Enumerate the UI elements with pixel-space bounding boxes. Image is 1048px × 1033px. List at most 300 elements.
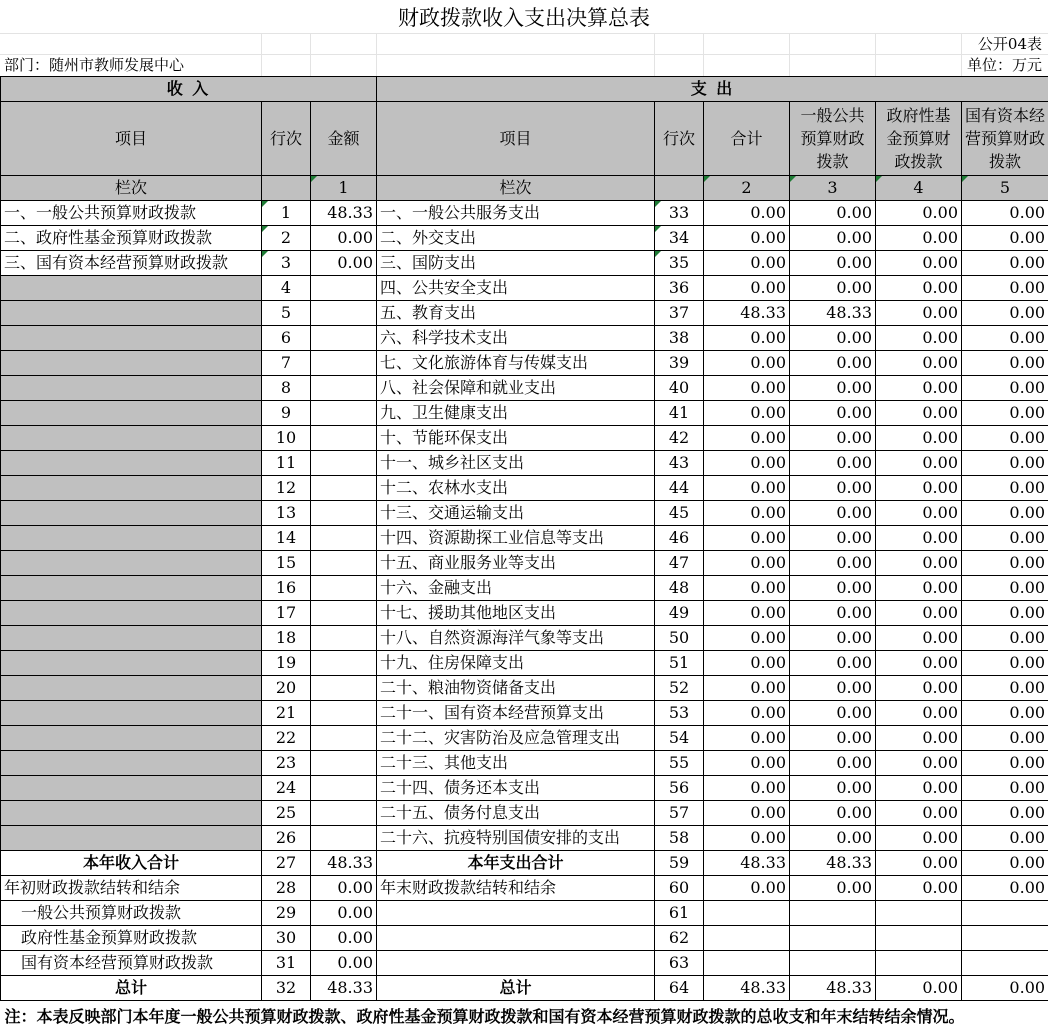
income-amount: 0.00 bbox=[311, 926, 377, 951]
sheet-gridline bbox=[961, 33, 962, 76]
income-line-no: 6 bbox=[262, 326, 311, 351]
expense-total: 0.00 bbox=[704, 651, 790, 676]
income-amount bbox=[311, 601, 377, 626]
expense-state: 0.00 bbox=[962, 326, 1048, 351]
expense-line-no: 63 bbox=[655, 951, 704, 976]
income-amount bbox=[311, 426, 377, 451]
expense-fund bbox=[876, 901, 962, 926]
income-line-no: 29 bbox=[262, 901, 311, 926]
income-amount: 48.33 bbox=[311, 976, 377, 1001]
expense-fund: 0.00 bbox=[876, 876, 962, 901]
expense-total: 0.00 bbox=[704, 701, 790, 726]
expense-fund: 0.00 bbox=[876, 276, 962, 301]
income-amount bbox=[311, 801, 377, 826]
expense-line-no: 54 bbox=[655, 726, 704, 751]
expense-col-label: 栏次 bbox=[377, 176, 655, 201]
expense-state: 0.00 bbox=[962, 601, 1048, 626]
unit-label: 单位：万元 bbox=[967, 55, 1042, 75]
table-row bbox=[1, 276, 1048, 301]
expense-total: 0.00 bbox=[704, 426, 790, 451]
income-item bbox=[1, 401, 262, 426]
expense-fund: 0.00 bbox=[876, 576, 962, 601]
expense-total: 0.00 bbox=[704, 551, 790, 576]
expense-state: 0.00 bbox=[962, 726, 1048, 751]
expense-fund: 0.00 bbox=[876, 676, 962, 701]
col-number: 1 bbox=[311, 176, 377, 201]
income-item-header: 项目 bbox=[1, 102, 262, 176]
expense-general: 0.00 bbox=[790, 426, 876, 451]
sheet-gridline bbox=[310, 33, 311, 76]
expense-item: 十二、农林水支出 bbox=[377, 476, 655, 501]
expense-total: 48.33 bbox=[704, 851, 790, 876]
expense-fund: 0.00 bbox=[876, 351, 962, 376]
expense-item: 二十一、国有资本经营预算支出 bbox=[377, 701, 655, 726]
expense-fund: 0.00 bbox=[876, 701, 962, 726]
expense-fund: 0.00 bbox=[876, 751, 962, 776]
sheet-gridline bbox=[654, 33, 655, 76]
income-item: 一、一般公共预算财政拨款 bbox=[1, 201, 262, 226]
expense-state: 0.00 bbox=[962, 426, 1048, 451]
expense-state: 0.00 bbox=[962, 276, 1048, 301]
expense-state: 0.00 bbox=[962, 976, 1048, 1001]
column-number-row bbox=[1, 176, 1048, 201]
expense-item: 五、教育支出 bbox=[377, 301, 655, 326]
expense-line-no: 49 bbox=[655, 601, 704, 626]
expense-general: 0.00 bbox=[790, 501, 876, 526]
expense-state: 0.00 bbox=[962, 376, 1048, 401]
income-amount: 0.00 bbox=[311, 226, 377, 251]
income-col-label: 栏次 bbox=[1, 176, 262, 201]
income-amount: 0.00 bbox=[311, 901, 377, 926]
income-line-no: 3 bbox=[262, 251, 311, 276]
expense-item: 四、公共安全支出 bbox=[377, 276, 655, 301]
income-amount bbox=[311, 376, 377, 401]
expense-item: 二十二、灾害防治及应急管理支出 bbox=[377, 726, 655, 751]
expense-general: 0.00 bbox=[790, 451, 876, 476]
income-item bbox=[1, 801, 262, 826]
expense-item: 总计 bbox=[377, 976, 655, 1001]
expense-line-col-number bbox=[655, 176, 704, 201]
expense-state: 0.00 bbox=[962, 876, 1048, 901]
table-row bbox=[1, 201, 1048, 226]
expense-general: 0.00 bbox=[790, 401, 876, 426]
expense-fund: 0.00 bbox=[876, 626, 962, 651]
expense-general: 48.33 bbox=[790, 976, 876, 1001]
income-amount bbox=[311, 326, 377, 351]
income-item bbox=[1, 726, 262, 751]
expense-line-no: 40 bbox=[655, 376, 704, 401]
expense-line-no: 50 bbox=[655, 626, 704, 651]
income-item bbox=[1, 576, 262, 601]
income-amount bbox=[311, 676, 377, 701]
expense-line-no: 38 bbox=[655, 326, 704, 351]
expense-state: 0.00 bbox=[962, 651, 1048, 676]
expense-total: 0.00 bbox=[704, 351, 790, 376]
expense-line-no: 51 bbox=[655, 651, 704, 676]
expense-total: 0.00 bbox=[704, 476, 790, 501]
income-line-no: 31 bbox=[262, 951, 311, 976]
table-row bbox=[1, 251, 1048, 276]
expense-fund: 0.00 bbox=[876, 326, 962, 351]
expense-state: 0.00 bbox=[962, 801, 1048, 826]
income-item bbox=[1, 351, 262, 376]
expense-general: 48.33 bbox=[790, 301, 876, 326]
income-line-no: 12 bbox=[262, 476, 311, 501]
expense-state: 0.00 bbox=[962, 301, 1048, 326]
income-item bbox=[1, 276, 262, 301]
expense-line-no: 42 bbox=[655, 426, 704, 451]
expense-state: 0.00 bbox=[962, 451, 1048, 476]
income-item: 总计 bbox=[1, 976, 262, 1001]
expense-total: 0.00 bbox=[704, 226, 790, 251]
col-number: 2 bbox=[704, 176, 790, 201]
expense-total: 0.00 bbox=[704, 276, 790, 301]
expense-item: 二、外交支出 bbox=[377, 226, 655, 251]
table-row bbox=[1, 601, 1048, 626]
expense-state: 0.00 bbox=[962, 676, 1048, 701]
income-line-no: 16 bbox=[262, 576, 311, 601]
expense-total: 0.00 bbox=[704, 626, 790, 651]
table-row bbox=[1, 801, 1048, 826]
expense-total: 0.00 bbox=[704, 326, 790, 351]
expense-general: 0.00 bbox=[790, 801, 876, 826]
expense-general: 0.00 bbox=[790, 376, 876, 401]
income-amount: 0.00 bbox=[311, 251, 377, 276]
carryover-row bbox=[1, 876, 1048, 901]
expense-fund: 0.00 bbox=[876, 376, 962, 401]
expense-total: 0.00 bbox=[704, 776, 790, 801]
expense-fund: 0.00 bbox=[876, 851, 962, 876]
expense-state: 0.00 bbox=[962, 626, 1048, 651]
income-line-no: 27 bbox=[262, 851, 311, 876]
column-header-row bbox=[1, 102, 1048, 176]
expense-total: 0.00 bbox=[704, 526, 790, 551]
expense-line-no: 41 bbox=[655, 401, 704, 426]
income-line-no: 7 bbox=[262, 351, 311, 376]
col-number: 3 bbox=[790, 176, 876, 201]
expense-state: 0.00 bbox=[962, 751, 1048, 776]
expense-item: 二十六、抗疫特别国债安排的支出 bbox=[377, 826, 655, 851]
expense-state bbox=[962, 926, 1048, 951]
income-amount bbox=[311, 726, 377, 751]
income-item bbox=[1, 476, 262, 501]
sheet-gridline bbox=[789, 33, 790, 76]
expense-item: 十四、资源勘探工业信息等支出 bbox=[377, 526, 655, 551]
table-row bbox=[1, 701, 1048, 726]
income-item: 二、政府性基金预算财政拨款 bbox=[1, 226, 262, 251]
income-line-no: 24 bbox=[262, 776, 311, 801]
income-item: 三、国有资本经营预算财政拨款 bbox=[1, 251, 262, 276]
expense-item: 十、节能环保支出 bbox=[377, 426, 655, 451]
expense-fund: 0.00 bbox=[876, 651, 962, 676]
expense-fund: 0.00 bbox=[876, 476, 962, 501]
income-item bbox=[1, 751, 262, 776]
income-line-no: 22 bbox=[262, 726, 311, 751]
table-note: 注：本表反映部门本年度一般公共预算财政拨款、政府性基金预算财政拨款和国有资本经营预算财政拨款的总收支和年末结转结余情况。 bbox=[1, 1001, 1048, 1033]
expense-item bbox=[377, 926, 655, 951]
expense-item: 十一、城乡社区支出 bbox=[377, 451, 655, 476]
expense-fund: 0.00 bbox=[876, 776, 962, 801]
sheet-gridline bbox=[875, 33, 876, 76]
carryover-row bbox=[1, 926, 1048, 951]
expense-state: 0.00 bbox=[962, 526, 1048, 551]
expense-total: 0.00 bbox=[704, 876, 790, 901]
sheet-gridline bbox=[0, 33, 1048, 34]
income-item bbox=[1, 301, 262, 326]
income-item: 国有资本经营预算财政拨款 bbox=[1, 951, 262, 976]
expense-fund: 0.00 bbox=[876, 551, 962, 576]
income-section-header: 收 入 bbox=[1, 77, 377, 102]
expense-line-no: 45 bbox=[655, 501, 704, 526]
income-line-no: 32 bbox=[262, 976, 311, 1001]
expense-state: 0.00 bbox=[962, 851, 1048, 876]
expense-total: 0.00 bbox=[704, 501, 790, 526]
subtotal-row bbox=[1, 851, 1048, 876]
table-row bbox=[1, 476, 1048, 501]
expense-item: 十九、住房保障支出 bbox=[377, 651, 655, 676]
expense-general: 0.00 bbox=[790, 251, 876, 276]
expense-item: 八、社会保障和就业支出 bbox=[377, 376, 655, 401]
expense-general: 0.00 bbox=[790, 751, 876, 776]
income-line-no: 5 bbox=[262, 301, 311, 326]
table-row bbox=[1, 526, 1048, 551]
col-number: 4 bbox=[876, 176, 962, 201]
expense-general: 0.00 bbox=[790, 726, 876, 751]
income-amount: 0.00 bbox=[311, 951, 377, 976]
income-line-no: 25 bbox=[262, 801, 311, 826]
expense-line-no: 47 bbox=[655, 551, 704, 576]
income-amount bbox=[311, 776, 377, 801]
expense-fund: 0.00 bbox=[876, 226, 962, 251]
expense-line-no: 56 bbox=[655, 776, 704, 801]
income-item bbox=[1, 701, 262, 726]
note-row bbox=[1, 1001, 1048, 1033]
income-line-header: 行次 bbox=[262, 102, 311, 176]
income-line-no: 10 bbox=[262, 426, 311, 451]
expense-item: 十六、金融支出 bbox=[377, 576, 655, 601]
expense-total: 0.00 bbox=[704, 751, 790, 776]
expense-item-header: 项目 bbox=[377, 102, 655, 176]
expense-general: 0.00 bbox=[790, 526, 876, 551]
table-row bbox=[1, 651, 1048, 676]
income-amount bbox=[311, 526, 377, 551]
expense-section-header: 支 出 bbox=[377, 77, 1048, 102]
expense-line-no: 46 bbox=[655, 526, 704, 551]
expense-fund: 0.00 bbox=[876, 801, 962, 826]
income-item bbox=[1, 326, 262, 351]
table-row bbox=[1, 376, 1048, 401]
expense-line-no: 57 bbox=[655, 801, 704, 826]
table-row bbox=[1, 401, 1048, 426]
income-line-no: 1 bbox=[262, 201, 311, 226]
expense-line-no: 34 bbox=[655, 226, 704, 251]
expense-state: 0.00 bbox=[962, 776, 1048, 801]
expense-state: 0.00 bbox=[962, 401, 1048, 426]
expense-general: 0.00 bbox=[790, 651, 876, 676]
expense-state: 0.00 bbox=[962, 551, 1048, 576]
expense-fund: 0.00 bbox=[876, 501, 962, 526]
expense-state bbox=[962, 951, 1048, 976]
table-row bbox=[1, 776, 1048, 801]
form-code: 公开04表 bbox=[978, 34, 1042, 54]
expense-fund: 0.00 bbox=[876, 301, 962, 326]
income-item bbox=[1, 601, 262, 626]
expense-line-no: 52 bbox=[655, 676, 704, 701]
expense-state: 0.00 bbox=[962, 701, 1048, 726]
carryover-row bbox=[1, 951, 1048, 976]
income-amount-header: 金额 bbox=[311, 102, 377, 176]
expense-general: 0.00 bbox=[790, 676, 876, 701]
table-row bbox=[1, 676, 1048, 701]
table-row bbox=[1, 326, 1048, 351]
expense-state: 0.00 bbox=[962, 576, 1048, 601]
expense-item: 十五、商业服务业等支出 bbox=[377, 551, 655, 576]
income-item bbox=[1, 826, 262, 851]
income-line-col-number bbox=[262, 176, 311, 201]
sheet-gridline bbox=[261, 33, 262, 76]
income-amount bbox=[311, 701, 377, 726]
expense-item: 三、国防支出 bbox=[377, 251, 655, 276]
income-item bbox=[1, 651, 262, 676]
expense-line-no: 36 bbox=[655, 276, 704, 301]
expense-item: 二十三、其他支出 bbox=[377, 751, 655, 776]
expense-fund: 0.00 bbox=[876, 976, 962, 1001]
expense-general: 0.00 bbox=[790, 226, 876, 251]
expense-line-no: 62 bbox=[655, 926, 704, 951]
expense-line-no: 55 bbox=[655, 751, 704, 776]
expense-total-header: 合计 bbox=[704, 102, 790, 176]
income-amount bbox=[311, 626, 377, 651]
table-row bbox=[1, 226, 1048, 251]
income-amount: 48.33 bbox=[311, 201, 377, 226]
income-line-no: 18 bbox=[262, 626, 311, 651]
income-amount bbox=[311, 651, 377, 676]
income-amount bbox=[311, 826, 377, 851]
income-line-no: 30 bbox=[262, 926, 311, 951]
expense-item: 九、卫生健康支出 bbox=[377, 401, 655, 426]
expense-item: 二十五、债务付息支出 bbox=[377, 801, 655, 826]
expense-general: 0.00 bbox=[790, 626, 876, 651]
table-row bbox=[1, 751, 1048, 776]
income-line-no: 26 bbox=[262, 826, 311, 851]
expense-fund bbox=[876, 926, 962, 951]
carryover-row bbox=[1, 901, 1048, 926]
expense-line-no: 33 bbox=[655, 201, 704, 226]
table-row bbox=[1, 726, 1048, 751]
expense-fund: 0.00 bbox=[876, 726, 962, 751]
income-line-no: 20 bbox=[262, 676, 311, 701]
table-row bbox=[1, 826, 1048, 851]
expense-general: 0.00 bbox=[790, 826, 876, 851]
expense-item bbox=[377, 901, 655, 926]
income-item: 一般公共预算财政拨款 bbox=[1, 901, 262, 926]
income-line-no: 21 bbox=[262, 701, 311, 726]
expense-total bbox=[704, 926, 790, 951]
expense-general: 0.00 bbox=[790, 576, 876, 601]
sheet-gridline bbox=[703, 33, 704, 76]
expense-item: 二十、粮油物资储备支出 bbox=[377, 676, 655, 701]
expense-state bbox=[962, 901, 1048, 926]
expense-state: 0.00 bbox=[962, 201, 1048, 226]
expense-item: 二十四、债务还本支出 bbox=[377, 776, 655, 801]
expense-line-no: 48 bbox=[655, 576, 704, 601]
expense-fund: 0.00 bbox=[876, 601, 962, 626]
expense-total: 0.00 bbox=[704, 676, 790, 701]
expense-general: 0.00 bbox=[790, 476, 876, 501]
expense-fund bbox=[876, 951, 962, 976]
general-budget-header: 一般公共预算财政拨款 bbox=[790, 102, 876, 176]
income-line-no: 8 bbox=[262, 376, 311, 401]
section-header-row bbox=[1, 77, 1048, 102]
table-row bbox=[1, 551, 1048, 576]
expense-general: 0.00 bbox=[790, 276, 876, 301]
expense-general: 0.00 bbox=[790, 776, 876, 801]
state-capital-header: 国有资本经营预算财政拨款 bbox=[962, 102, 1048, 176]
expense-total: 0.00 bbox=[704, 201, 790, 226]
expense-general: 0.00 bbox=[790, 601, 876, 626]
expense-total: 0.00 bbox=[704, 601, 790, 626]
expense-fund: 0.00 bbox=[876, 201, 962, 226]
table-row bbox=[1, 426, 1048, 451]
expense-item: 本年支出合计 bbox=[377, 851, 655, 876]
expense-general bbox=[790, 926, 876, 951]
expense-total bbox=[704, 901, 790, 926]
expense-line-header: 行次 bbox=[655, 102, 704, 176]
expense-fund: 0.00 bbox=[876, 451, 962, 476]
expense-fund: 0.00 bbox=[876, 401, 962, 426]
expense-line-no: 64 bbox=[655, 976, 704, 1001]
expense-total: 0.00 bbox=[704, 376, 790, 401]
income-line-no: 15 bbox=[262, 551, 311, 576]
expense-general: 0.00 bbox=[790, 351, 876, 376]
expense-item: 七、文化旅游体育与传媒支出 bbox=[377, 351, 655, 376]
income-line-no: 23 bbox=[262, 751, 311, 776]
income-amount bbox=[311, 751, 377, 776]
income-item bbox=[1, 626, 262, 651]
department-label: 部门：随州市教师发展中心 bbox=[4, 55, 184, 75]
report-title: 财政拨款收入支出决算总表 bbox=[0, 0, 1048, 33]
sheet-gridline bbox=[376, 33, 377, 76]
expense-item: 一、一般公共服务支出 bbox=[377, 201, 655, 226]
expense-general: 0.00 bbox=[790, 201, 876, 226]
expense-item: 十八、自然资源海洋气象等支出 bbox=[377, 626, 655, 651]
income-item bbox=[1, 426, 262, 451]
expense-state: 0.00 bbox=[962, 476, 1048, 501]
expense-general bbox=[790, 951, 876, 976]
income-amount bbox=[311, 576, 377, 601]
expense-total: 48.33 bbox=[704, 976, 790, 1001]
expense-line-no: 37 bbox=[655, 301, 704, 326]
expense-item: 十三、交通运输支出 bbox=[377, 501, 655, 526]
income-item: 年初财政拨款结转和结余 bbox=[1, 876, 262, 901]
income-line-no: 4 bbox=[262, 276, 311, 301]
expense-total: 0.00 bbox=[704, 826, 790, 851]
expense-line-no: 35 bbox=[655, 251, 704, 276]
income-line-no: 2 bbox=[262, 226, 311, 251]
expense-fund: 0.00 bbox=[876, 526, 962, 551]
expense-line-no: 59 bbox=[655, 851, 704, 876]
expense-line-no: 39 bbox=[655, 351, 704, 376]
income-item: 本年收入合计 bbox=[1, 851, 262, 876]
income-item bbox=[1, 676, 262, 701]
income-item bbox=[1, 551, 262, 576]
expense-general: 0.00 bbox=[790, 326, 876, 351]
income-amount bbox=[311, 301, 377, 326]
income-line-no: 28 bbox=[262, 876, 311, 901]
income-item bbox=[1, 376, 262, 401]
expense-line-no: 61 bbox=[655, 901, 704, 926]
expense-state: 0.00 bbox=[962, 826, 1048, 851]
